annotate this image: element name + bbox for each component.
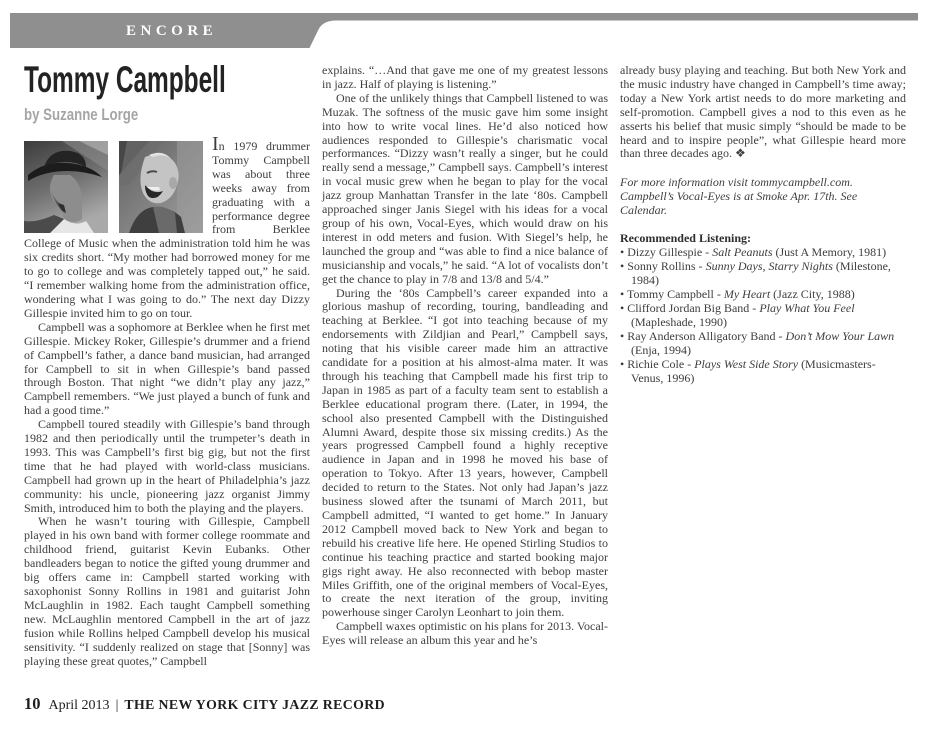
bullet: • — [620, 300, 625, 315]
listening-artist: Clifford Jordan Big Band - — [627, 300, 757, 315]
section-label: ENCORE — [126, 23, 218, 39]
listening-label: (Milestone, 1984) — [631, 259, 891, 288]
paragraph: During the ‘80s Campbell’s career expanded into a glorious mashup of recording, touring, bandleading and teaching at Berklee. “I got into teaching because of my endorsements with Zildjian and Pearl,” Campbell says, noting that his visible career made him an attractive candidate for a position at his almost-alma mater. It was through his teaching that Campbell made his first trip to Japan in 1985 as part of a faculty team sent to establish a Berklee educational program there. (Later, in 1994, the school also presented Campbell with the Distinguished Alumni Award, despite those six missing credits.) As the years progressed Campbell found a highly receptive audience in Japan and in 1998 he moved his base of operation to Tokyo. After 13 years, however, Campbell decided to return to the States. Not only had Japan’s jazz business slowed after the tsunami of March 2011, but Campbell admitted, “I wanted to get home.” In January 2012 Campbell moved back to New York and began to rebuild his creative life here. He opened Stirling Studios to continue his teaching practice and started booking major gigs right away. He also reconnected with bebop master Miles Griffith, one of the original members of Vocal-Eyes, to create the next iteration of the group, inviting powerhouse singer Carolyn Leonhart to join them. — [322, 285, 608, 620]
column-1-text — [24, 133, 310, 668]
info-note: For more information visit tommycampbell.com. Campbell’s Vocal-Eyes is at Smoke Apr. 17th. See Calendar. — [620, 175, 858, 218]
bullet: • — [620, 356, 625, 371]
bullet: • — [620, 259, 625, 274]
column-2-text — [322, 64, 608, 648]
listening-artist: Dizzy Gillespie - — [627, 245, 710, 260]
page-footer — [24, 694, 904, 714]
listening-title: Don’t Mow Your Lawn — [785, 328, 895, 343]
bullet: • — [620, 245, 625, 260]
paragraph: When he wasn’t touring with Gillespie, Campbell played in his own band with former college roommate and childhood friend, guitarist Kevin Eubanks. Other bandleaders began to notice the gifted young drummer and big offers came in: Campbell started working with saxophonist Sonny Rollins in 1981 and guitarist John McLaughlin in 1982. Each taught Campbell something new. McLaughlin mentored Campbell in the art of jazz fusion while Rollins helped Campbell develop his musical sensitivity. “I suddenly realized on stage that [Sonny] was playing these great quotes,” Campbell — [24, 514, 310, 668]
portrait-photo-laughing — [119, 141, 203, 233]
photo-strip — [24, 141, 203, 235]
page-number: 10 — [24, 694, 41, 713]
article-body — [24, 59, 906, 668]
paragraph: explains. “…And that gave me one of my greatest lessons in jazz. Half of playing is listening.” — [322, 63, 608, 91]
issue-date: April 2013 — [48, 698, 110, 713]
section-banner — [10, 13, 918, 48]
bullet: • — [620, 287, 625, 302]
listening-title: My Heart — [723, 287, 771, 302]
listening-item — [620, 288, 906, 302]
column-3-text — [620, 64, 906, 161]
recommended-listening-heading: Recommended Listening: — [620, 231, 751, 246]
article-column-3 — [620, 64, 906, 668]
article-column-2 — [322, 64, 608, 668]
article-column-1 — [24, 59, 310, 668]
listening-item — [620, 260, 906, 288]
listening-item — [620, 246, 906, 260]
paragraph: Campbell waxes optimistic on his plans for 2013. Vocal-Eyes will release an album this year and he’s — [322, 619, 608, 648]
listening-title: Salt Peanuts — [712, 245, 773, 260]
listening-artist: Sonny Rollins - — [627, 259, 703, 274]
listening-label: (Just A Memory, 1981) — [775, 245, 887, 260]
article-byline: by Suzanne Lorge — [24, 105, 139, 124]
paragraph: In 1979 drummer Tommy Campbell was about three weeks away from graduating with a performance degree from Berklee College of Music when the administration told him he was six credits short. “My mother had borrowed money for me to go to college and was completely tapped out,” he said. “I remember walking home from the administration office, wondering what I was going to do.” The next day Dizzy Gillespie invited him to go on tour. — [24, 133, 310, 320]
article-title: Tommy Campbell — [24, 59, 226, 100]
paragraph: Campbell toured steadily with Gillespie’s band through 1982 and then periodically until the trumpeter’s death in 1993. This was Campbell’s first big gig, but not the first time that he had played with world-class musicians. Campbell had grown up in the heart of Philadelphia’s jazz community: his uncle, pioneering jazz organist Jimmy Smith, introduced him to both the playing and the players. — [24, 417, 310, 515]
listening-item — [620, 302, 906, 330]
listening-label: (Enja, 1994) — [631, 342, 691, 357]
listening-item — [620, 330, 906, 358]
paragraph: already busy playing and teaching. But both New York and the music industry have changed in Campbell’s time away; today a New York artist needs to do more marketing and self-promotion. Campbell gives a nod to this even as he asserts his belief that music simply “should be made to be heard and to inspire people”, what Gillespie heard more than three decades ago. ❖ — [620, 63, 906, 161]
publication-name: THE NEW YORK CITY JAZZ RECORD — [124, 697, 385, 712]
paragraph: Campbell was a sophomore at Berklee when he first met Gillespie. Mickey Roker, Gillespie’s drummer and a friend of Campbell’s father, a dance band musician, had arranged for Campbell to sit in when Gillespie’s band passed through Boston. That night “we didn’t play any jazz,” Campbell remembers. “We just played a bunch of funk and had a good time.” — [24, 319, 310, 418]
listening-artist: Richie Cole - — [627, 356, 692, 371]
listening-label: (Mapleshade, 1990) — [631, 314, 727, 329]
recommended-listening-list — [620, 246, 906, 385]
listening-artist: Ray Anderson Alligatory Band - — [627, 328, 783, 343]
footer-separator: | — [115, 698, 119, 713]
paragraph: One of the unlikely things that Campbell listened to was Muzak. The softness of the music gave him some insight into how to write vocal lines. He’d also noticed how audiences responded to Gillespie’s charismatic vocal performances. “Dizzy wasn’t really a singer, but he could really send a message,” Campbell says. Campbell’s interest in vocal music grew when he began to play for the vocal jazz group Manhattan Transfer in the late ‘80s. Campbell approached singer Janis Siegel with his ideas for a vocal group of his own, Vocal-Eyes, which would draw on his interest in odd meters and fusion. With Siegel’s help, he launched the group and “was able to find a nice balance of musicianship and vocals,” he said. “A lot of vocalists don’t get the chance to play in 7/8 and 13/8 and 5/4.” — [322, 90, 608, 286]
bullet: • — [620, 328, 625, 343]
listening-artist: Tommy Campbell - — [627, 287, 721, 302]
listening-title: Sunny Days, Starry Nights — [705, 259, 833, 274]
listening-title: Plays West Side Story — [694, 356, 799, 371]
portrait-photo-hat — [24, 141, 108, 233]
listening-title: Play What You Feel — [759, 300, 855, 315]
listening-item — [620, 358, 906, 386]
listening-label: (Musicmasters-Venus, 1996) — [631, 356, 876, 385]
listening-label: (Jazz City, 1988) — [773, 287, 855, 302]
